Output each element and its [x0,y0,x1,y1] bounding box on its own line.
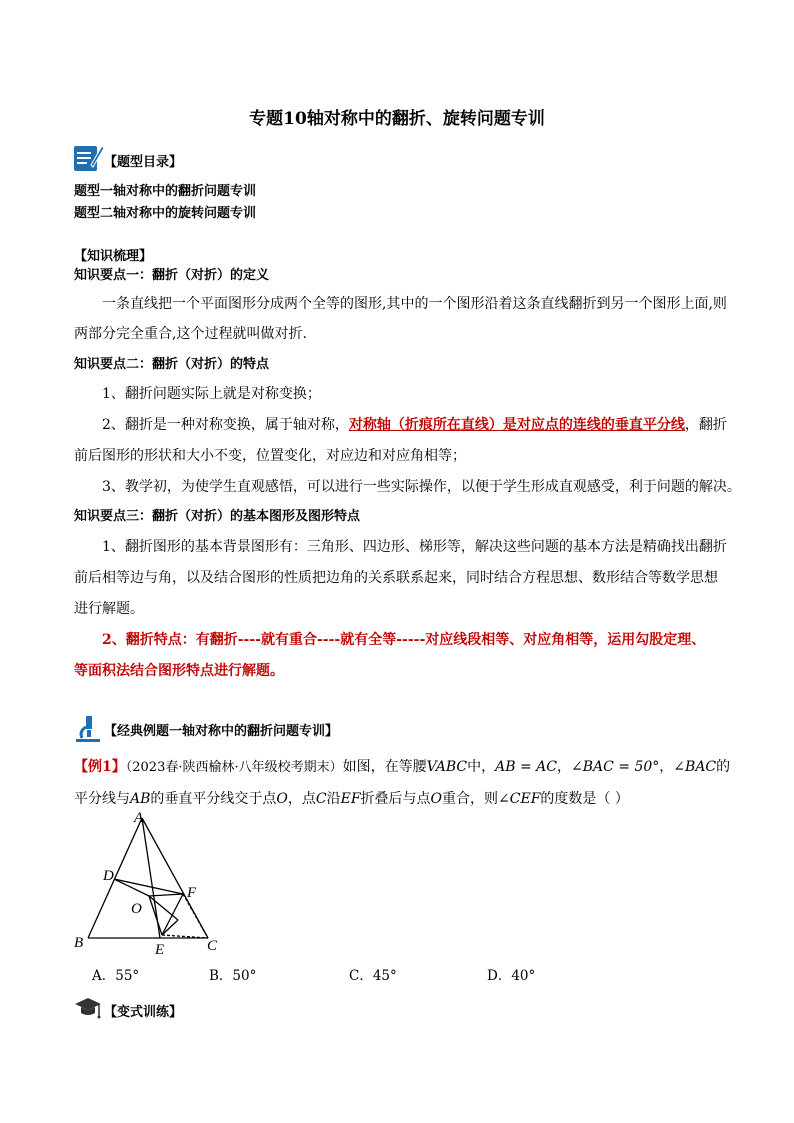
variant-heading: 【变式训练】 [104,1005,183,1020]
point3-title: 知识要点三：翻折（对折）的基本图形及图形特点 [74,509,361,524]
label-d: D [103,868,114,884]
point3-item1-line2: 前后相等边与角，以及结合图形的性质把边角的关系联系起来，同时结合方程思想、数形结合等数学思想 [74,570,718,586]
option-b[interactable]: B．50° [209,968,257,984]
microscope-icon [73,713,103,743]
example-angle: ∠CEF [498,791,541,807]
point3-item2-line2: 等面积法结合图形特点进行解题。 [74,663,284,679]
example-line1 [74,756,730,776]
point2-item2-post: ，翻折 [684,417,727,433]
point3-item1-line1: 1、翻折图形的基本背景图形有：三角形、四边形、梯形等，解决这些问题的基本方法是精确找出翻折 [102,539,727,555]
label-f: F [187,885,197,901]
example-heading: 【经典例题一轴对称中的翻折问题专训】 [104,724,339,739]
example-line2 [74,788,629,808]
segment-do [114,879,149,896]
graduation-cap-icon [73,995,103,1021]
knowledge-heading: 【知识梳理】 [74,249,153,264]
option-c[interactable]: C．45° [349,968,397,984]
example-l2e: 折叠后与点 [360,791,431,807]
example-cond2: ∠BAC = 50° [571,759,660,775]
point1-line1: 一条直线把一个平面图形分成两个全等的图形,其中的一个图形沿着这条直线翻折到另一个图形上面,则 [102,296,727,312]
example-source: （2023春·陕西榆林·八年级校考期末） [125,760,343,775]
example-text3: 的 [716,759,731,775]
point2-item3: 3、教学初，为使学生直观感悟，可以进行一些实际操作，以便于学生形成直观感受，利于问题的解决。 [102,479,741,495]
point2-item2-line2: 前后图形的形状和大小不变，位置变化，对应边和对应角相等； [74,448,466,464]
point2-item2 [102,418,727,432]
page-title: 专题10轴对称中的翻折、旋转问题专训 [249,109,545,129]
segment-df [114,879,183,894]
triangle-figure [70,808,235,958]
label-a: A [134,810,144,826]
example-label: 【例1】 [74,759,126,775]
example-o2: O [430,791,443,807]
point2-item2-highlight: 对称轴（折痕所在直线）是对应点的连线的垂直平分线 [348,417,685,433]
example-ab: AB [130,791,151,807]
example-l2d: 沿 [326,791,341,807]
example-sep1: ， [557,759,571,775]
edit-note-icon [73,143,105,173]
point3-item1-line3: 进行解题。 [74,601,144,617]
example-l2c: ，点 [287,791,316,807]
toc-heading: 【题型目录】 [104,155,183,170]
label-b: B [74,935,84,951]
option-d[interactable]: D．40° [487,968,536,984]
point2-item1: 1、翻折问题实际上就是对称变换； [102,386,321,402]
option-a[interactable]: A．55° [92,968,140,984]
segment-ef [162,894,183,935]
toc-item-1: 题型一轴对称中的翻折问题专训 [74,184,257,199]
example-cond1: AB = AC [495,759,557,775]
example-cond3: ∠BAC [673,759,717,775]
example-l2b: 的垂直平分线交于点 [150,791,277,807]
label-c: C [207,938,218,954]
example-ef: EF [340,791,361,807]
example-l2g: 的度数是（ ） [540,791,629,807]
example-triangle: VABC [426,759,468,775]
example-l2f: 重合，则 [442,791,499,807]
example-l2a: 平分线与 [74,791,130,807]
point2-title: 知识要点二：翻折（对折）的特点 [74,357,270,372]
segment-mid-e [162,920,178,935]
example-sep2: ， [659,759,674,775]
point2-item2-pre: 2、翻折是一种对称变换，属于轴对称， [102,417,349,433]
example-text1: 如图，在等腰 [342,759,427,775]
point1-title: 知识要点一：翻折（对折）的定义 [74,268,270,283]
example-text2: 中， [467,759,496,775]
example-o1: O [276,791,288,807]
point3-item2-line1: 2、翻折特点：有翻折----就有重合----就有全等-----对应线段相等、对应角相等，运用勾股定理、 [102,632,706,648]
segment-ab [88,818,142,938]
label-e: E [155,942,165,958]
point1-line2: 两部分完全重合,这个过程就叫做对折. [74,326,307,342]
example-c1: C [315,791,327,807]
toc-item-2: 题型二轴对称中的旋转问题专训 [74,206,257,221]
label-o: O [131,901,142,917]
